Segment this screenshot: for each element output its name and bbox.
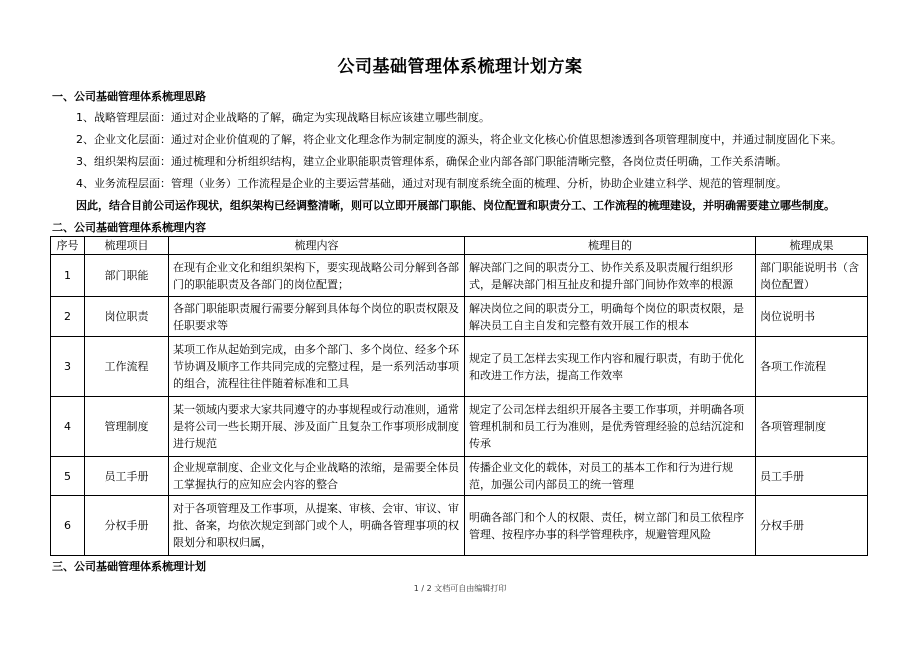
paragraph-culture: 2、企业文化层面：通过对企业价值观的了解，将企业文化理念作为制定制度的源头，将企业文化核心价值思想渗透到各项管理制度中，并通过制度固化下来。 <box>76 133 842 146</box>
col-header-item: 梳理项目 <box>85 237 169 255</box>
cell-purpose: 规定了公司怎样去组织开展各主要工作事项，并明确各项管理机制和员工行为准则，是优秀管理经验的总结沉淀和传承 <box>465 397 756 457</box>
section-heading-1: 一、公司基础管理体系梳理思路 <box>52 90 206 103</box>
col-header-no: 序号 <box>51 237 85 255</box>
cell-item: 工作流程 <box>85 337 169 397</box>
cell-result: 各项管理制度 <box>756 397 868 457</box>
paragraph-organization: 3、组织架构层面：通过梳理和分析组织结构，建立企业职能职责管理体系，确保企业内部各部门职能清晰完整，各岗位责任明确，工作关系清晰。 <box>76 155 787 168</box>
cell-item: 岗位职责 <box>85 297 169 337</box>
cell-item: 员工手册 <box>85 457 169 496</box>
cell-purpose: 解决部门之间的职责分工、协作关系及职责履行组织形式，是解决部门相互扯皮和提升部门间协作效率的根源 <box>465 255 756 297</box>
page-title: 公司基础管理体系梳理计划方案 <box>337 57 583 77</box>
col-header-result: 梳理成果 <box>756 237 868 255</box>
cell-content: 在现有企业文化和组织架构下，要实现战略公司分解到各部门的职能职责及各部门的岗位配置； <box>169 255 465 297</box>
cell-content: 某项工作从起始到完成，由多个部门、多个岗位、经多个环节协调及顺序工作共同完成的完整过程，是一系列活动事项的组合，流程往往伴随着标准和工具 <box>169 337 465 397</box>
section-heading-2: 二、公司基础管理体系梳理内容 <box>52 221 206 234</box>
cell-content: 对于各项管理及工作事项，从提案、审核、会审、审议、审批、备案，均依次规定到部门或个人，明确各管理事项的权限划分和职权归属， <box>169 496 465 556</box>
table-row <box>51 255 868 297</box>
cell-no: 4 <box>51 397 85 457</box>
cell-no: 3 <box>51 337 85 397</box>
cell-no: 5 <box>51 457 85 496</box>
paragraph-strategy: 1、战略管理层面：通过对企业战略的了解，确定为实现战略目标应该建立哪些制度。 <box>76 111 490 124</box>
paragraph-process: 4、业务流程层面：管理（业务）工作流程是企业的主要运营基础，通过对现有制度系统全面的梳理、分析，协助企业建立科学、规范的管理制度。 <box>76 177 787 190</box>
cell-result: 员工手册 <box>756 457 868 496</box>
table-row <box>51 496 868 556</box>
table-row <box>51 337 868 397</box>
col-header-purpose: 梳理目的 <box>465 237 756 255</box>
cell-content: 企业规章制度、企业文化与企业战略的浓缩，是需要全体员工掌握执行的应知应会内容的整合 <box>169 457 465 496</box>
cell-purpose: 传播企业文化的载体，对员工的基本工作和行为进行规范，加强公司内部员工的统一管理 <box>465 457 756 496</box>
cell-item: 管理制度 <box>85 397 169 457</box>
table-header-row <box>51 237 868 255</box>
cell-content: 某一领域内要求大家共同遵守的办事规程或行动准则，通常是将公司一些长期开展、涉及面广且复杂工作事项形成制度进行规范 <box>169 397 465 457</box>
table-row <box>51 297 868 337</box>
cell-content: 各部门职能职责履行需要分解到具体每个岗位的职责权限及任职要求等 <box>169 297 465 337</box>
table-row <box>51 397 868 457</box>
cell-result: 部门职能说明书（含岗位配置） <box>756 255 868 297</box>
cell-item: 分权手册 <box>85 496 169 556</box>
cell-result: 各项工作流程 <box>756 337 868 397</box>
col-header-content: 梳理内容 <box>169 237 465 255</box>
table-row <box>51 457 868 496</box>
section-heading-3: 三、公司基础管理体系梳理计划 <box>52 560 206 573</box>
conclusion-paragraph: 因此，结合目前公司运作现状，组织架构已经调整清晰，则可以立即开展部门职能、岗位配置和职责分工、工作流程的梳理建设，并明确需要建立哪些制度。 <box>76 199 835 212</box>
cell-result: 分权手册 <box>756 496 868 556</box>
cell-purpose: 解决岗位之间的职责分工，明确每个岗位的职责权限，是解决员工自主自发和完整有效开展工作的根本 <box>465 297 756 337</box>
cell-no: 2 <box>51 297 85 337</box>
plan-table <box>50 236 868 556</box>
cell-item: 部门职能 <box>85 255 169 297</box>
cell-result: 岗位说明书 <box>756 297 868 337</box>
cell-purpose: 明确各部门和个人的权限、责任，树立部门和员工依程序管理、按程序办事的科学管理秩序，规避管理风险 <box>465 496 756 556</box>
cell-purpose: 规定了员工怎样去实现工作内容和履行职责，有助于优化和改进工作方法，提高工作效率 <box>465 337 756 397</box>
cell-no: 6 <box>51 496 85 556</box>
cell-no: 1 <box>51 255 85 297</box>
page-footer: 1 / 2 文档可自由编辑打印 <box>413 584 507 593</box>
